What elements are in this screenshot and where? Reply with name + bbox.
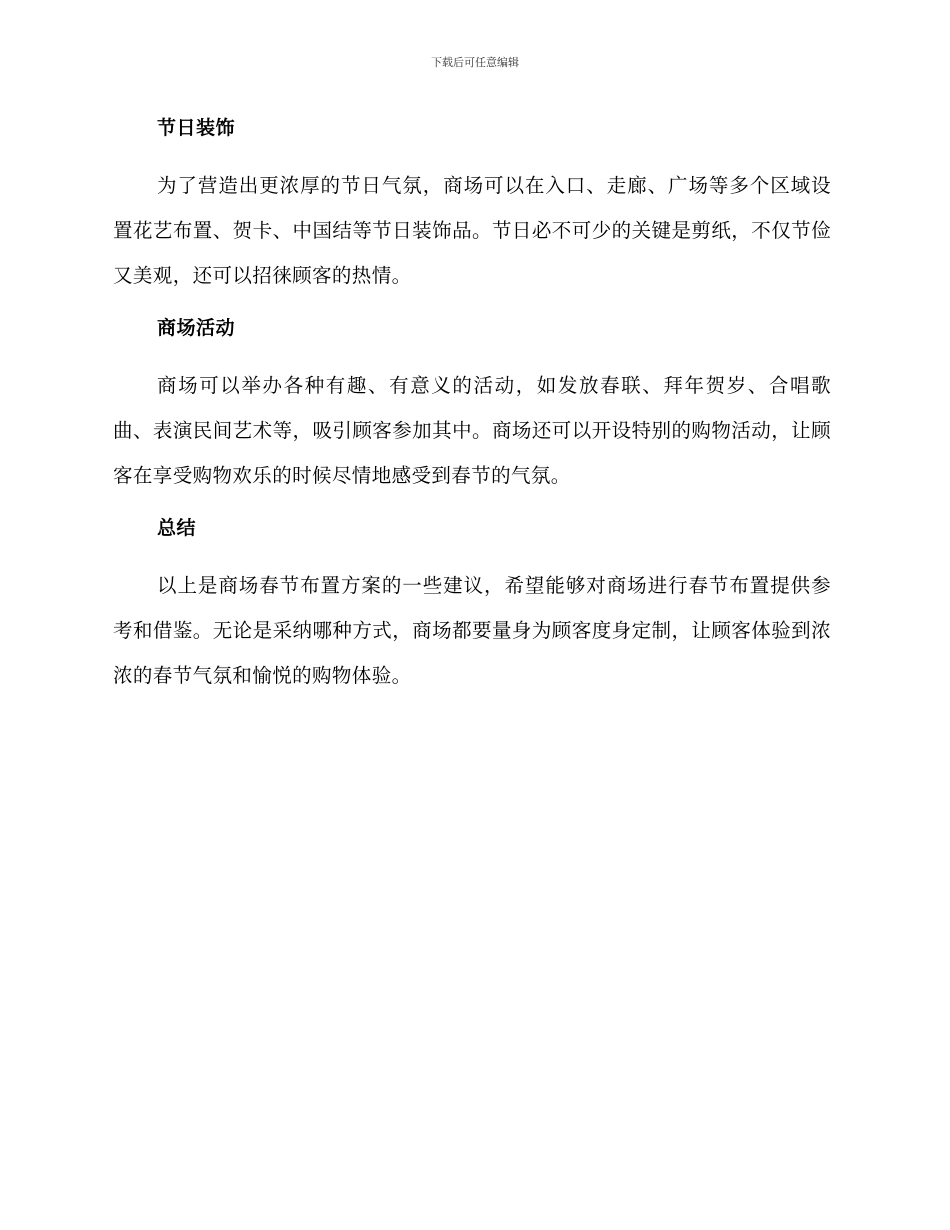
section-paragraph: 商场可以举办各种有趣、有意义的活动，如发放春联、拜年贺岁、合唱歌曲、表演民间艺术等，吸引顾客参加其中。商场还可以开设特别的购物活动，让顾客在享受购物欢乐的时候尽情地感受到春节的气氛。	[113, 374, 831, 487]
section-festival-decoration	[113, 112, 831, 298]
section-heading: 节日装饰	[157, 117, 236, 139]
document-body	[113, 112, 831, 698]
section-heading: 总结	[157, 517, 197, 539]
section-mall-activities	[113, 312, 831, 498]
section-heading: 商场活动	[157, 317, 236, 339]
page-header-note: 下载后可任意编辑	[431, 56, 519, 69]
section-paragraph: 以上是商场春节布置方案的一些建议，希望能够对商场进行春节布置提供参考和借鉴。无论是采纳哪种方式，商场都要量身为顾客度身定制，让顾客体验到浓浓的春节气氛和愉悦的购物体验。	[113, 574, 831, 687]
section-summary	[113, 512, 831, 698]
section-paragraph: 为了营造出更浓厚的节日气氛，商场可以在入口、走廊、广场等多个区域设置花艺布置、贺卡、中国结等节日装饰品。节日必不可少的关键是剪纸，不仅节俭又美观，还可以招徕顾客的热情。	[113, 174, 831, 287]
